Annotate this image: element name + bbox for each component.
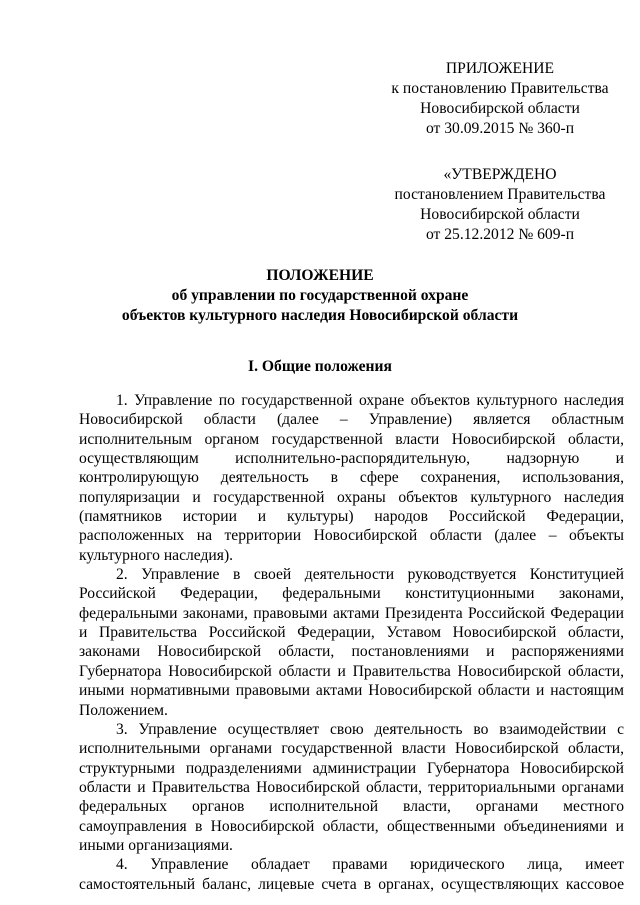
approval-stamp-block: [380, 165, 620, 245]
appendix-title: ПРИЛОЖЕНИЕ: [445, 60, 555, 77]
approved-line-3: от 25.12.2012 № 609-п: [425, 226, 575, 243]
section-heading: I. Общие положения: [248, 358, 392, 375]
paragraph-4: 4. Управление обладает правами юридического лица, имеет самостоятельный баланс, лицевые счета в органах, осуществляющих кассовое: [79, 856, 624, 893]
approved-line-1: постановлением Правительства: [394, 186, 606, 203]
appendix-line-2: Новосибирской области: [420, 100, 580, 117]
paragraph-2: 2. Управление в своей деятельности руководствуется Конституцией Российской Федерации, федеральными конституционными законами, федеральными законами, правовыми актами Президента Российской Федерации и Правительства Российской Федерации, Уставом Новосибирской области, законами Новосибирской области, постановлениями и распоряжениями Губернатора Новосибирской области и Правительства Новосибирской области, иными нормативными правовыми актами Новосибирской области и настоящим Положением.: [79, 566, 624, 719]
approved-line-2: Новосибирской области: [420, 206, 580, 223]
appendix-line-1: к постановлению Правительства: [391, 80, 609, 97]
document-title-block: [0, 266, 640, 326]
document-body: [79, 391, 624, 894]
document-title: ПОЛОЖЕНИЕ: [266, 267, 374, 284]
document-subtitle-line-1: об управлении по государственной охране: [171, 287, 469, 304]
paragraph-1: 1. Управление по государственной охране объектов культурного наследия Новосибирской области (далее – Управление) является областным исполнительным органом государственной власти Новосибирской области, осуществляющим исполнительно-распорядительную, надзорную и контролирующую деятельность в сфере сохранения, использования, популяризации и государственной охраны объектов культурного наследия (памятников истории и культуры) народов Российской Федерации, расположенных на территории Новосибирской области (далее – объекты культурного наследия).: [79, 392, 624, 564]
appendix-line-3: от 30.09.2015 № 360-п: [425, 120, 575, 137]
paragraph-3: 3. Управление осуществляет свою деятельность во взаимодействии с исполнительными органами государственной власти Новосибирской области, структурными подразделениями администрации Губернатора Новосибирской области и Правительства Новосибирской области, территориальными органами федеральных органов исполнительной власти, органами местного самоуправления в Новосибирской области, общественными объединениями и иными организациями.: [79, 720, 624, 854]
appendix-header: [380, 59, 620, 139]
approved-title: «УТВЕРЖДЕНО: [443, 166, 557, 183]
document-subtitle-line-2: объектов культурного наследия Новосибирской области: [121, 307, 519, 324]
